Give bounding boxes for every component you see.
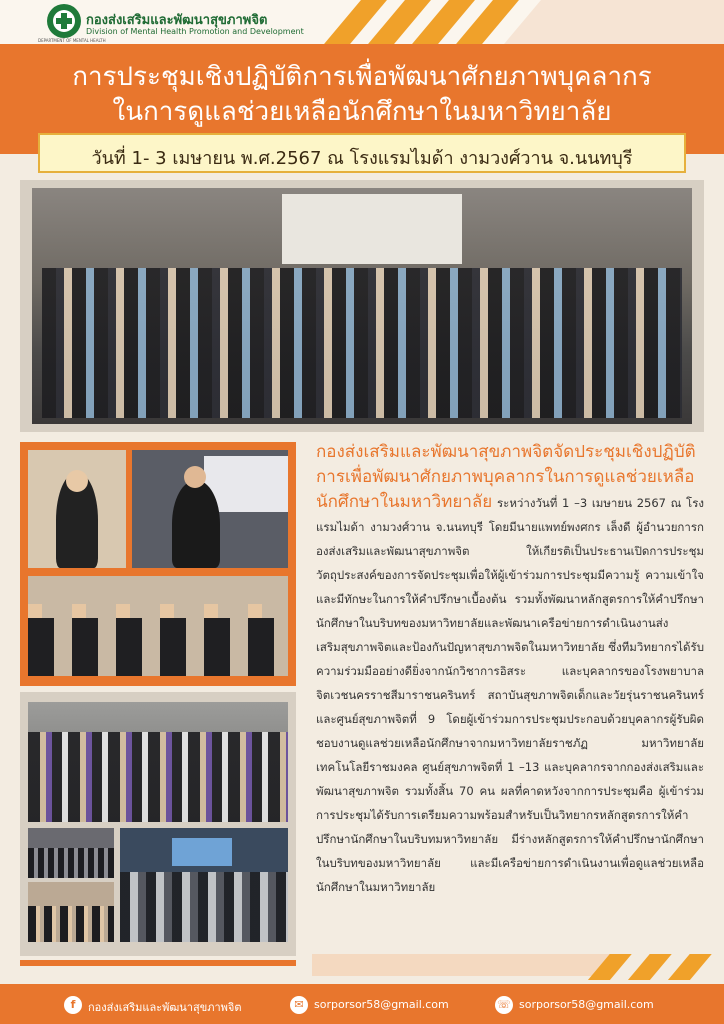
activity-photos-frame	[20, 692, 296, 956]
email-link-1[interactable]: sorporsor58@gmail.com	[314, 998, 449, 1011]
photo-activity-2	[28, 882, 114, 942]
event-backdrop	[282, 194, 462, 264]
department-logo-icon	[47, 4, 81, 38]
date-text: วันที่ 1- 3 เมษายน พ.ศ.2567 ณ โรงแรมไมด้า งามวงศ์วาน จ.นนทบุรี	[91, 148, 633, 169]
article	[316, 440, 704, 899]
photo-activity-1	[28, 828, 114, 878]
group-photo-frame	[20, 180, 704, 432]
photo-panel	[28, 576, 288, 676]
org-name-english: Division of Mental Health Promotion and Development	[86, 27, 304, 36]
photo-group-second	[28, 702, 288, 822]
email-icon[interactable]: ✉	[290, 996, 308, 1014]
org-name-thai: กองส่งเสริมและพัฒนาสุขภาพจิต	[86, 13, 268, 28]
speaker-photos-frame	[20, 442, 296, 686]
article-body: ระหว่างวันที่ 1 –3 เมษายน 2567 ณ โรงแรมไมด้า งามวงศ์วาน จ.นนทบุรี โดยมีนายแพทย์พงศกร เล็งดี ผู้อำนวยการกองส่งเสริมและพัฒนาสุขภาพจิต ให้เกียรติเป็นประธานเปิดการประชุม วัตถุประสงค์ของการจัดประชุมเพื่อให้ผู้เข้าร่วมการประชุมมีความรู้ ความเข้าใจและมีทักษะในการให้คำปรึกษาเบื้องต้น รวมทั้งพัฒนาหลักสูตรการให้คำปรึกษานักศึกษาในบริบทของมหาวิทยาลัยและพัฒนาเครือข่ายการดำเนินงานส่งเสริมสุขภาพจิตและป้องกันปัญหาสุขภาพจิตในมหาวิทยาลัย ซึ่งทีมวิทยากรได้รับความร่วมมืออย่างดียิ่งจากนักวิชาการอิสระ และบุคลากรของโรงพยาบาลจิตเวชนครราชสีมาราชนครินทร์ สถาบันสุขภาพจิตเด็กและวัยรุ่นราชนครินทร์ และศูนย์สุขภาพจิตที่ 9 โดยผู้เข้าร่วมการประชุมประกอบด้วยบุคลากรผู้รับผิดชอบงานดูแลช่วยเหลือนักศึกษาจากมหาวิทยาลัยราชภัฏ มหาวิทยาลัยเทคโนโลยีราชมงคล ศูนย์สุขภาพจิตที่ 1 –13 และบุคลากรจากกองส่งเสริมและพัฒนาสุขภาพจิต รวมทั้งสิ้น 70 คน ผลที่คาดหวังจากการประชุมคือ ผู้เข้าร่วมการประชุมได้รับการเตรียมความพร้อมสำหรับเป็นวิทยากรหลักสูตรการให้คำปรึกษานักศึกษาในบริบทมหาวิทยาลัย มีร่างหลักสูตรการให้คำปรึกษานักศึกษาในบริบทของมหาวิทยาลัย และมีเครือข่ายการดำเนินงานเพื่อดูแลช่วยเหลือนักศึกษาในมหาวิทยาลัย	[316, 496, 704, 894]
page-title-line1: การประชุมเชิงปฏิบัติการเพื่อพัฒนาศักยภาพบุคลากร	[72, 62, 652, 92]
header-bar	[0, 0, 724, 44]
date-banner	[38, 133, 686, 173]
facebook-icon[interactable]: f	[64, 996, 82, 1014]
bottom-stripes	[312, 954, 724, 980]
page-title-line2: ในการดูแลช่วยเหลือนักศึกษาในมหาวิทยาลัย	[112, 97, 612, 127]
logo-subtitle: DEPARTMENT OF MENTAL HEALTH	[38, 38, 106, 43]
participants-crowd	[42, 268, 682, 418]
photo-chairperson	[28, 450, 126, 568]
phone-icon[interactable]: ☏	[495, 996, 513, 1014]
photo-speaker	[132, 450, 288, 568]
email-link-2[interactable]: sorporsor58@gmail.com	[519, 998, 654, 1011]
facebook-link[interactable]: กองส่งเสริมและพัฒนาสุขภาพจิต	[88, 1001, 242, 1014]
article-lead: กองส่งเสริมและพัฒนาสุขภาพจิตจัดประชุมเชิงปฏิบัติการเพื่อพัฒนาศักยภาพบุคลากรในการดูแลช่วยเหลือนักศึกษาในมหาวิทยาลัย	[316, 442, 696, 512]
header-stripes	[300, 0, 724, 44]
group-photo	[32, 188, 692, 424]
photo-workshop-room	[120, 828, 288, 942]
left-bottom-rule	[20, 960, 296, 966]
